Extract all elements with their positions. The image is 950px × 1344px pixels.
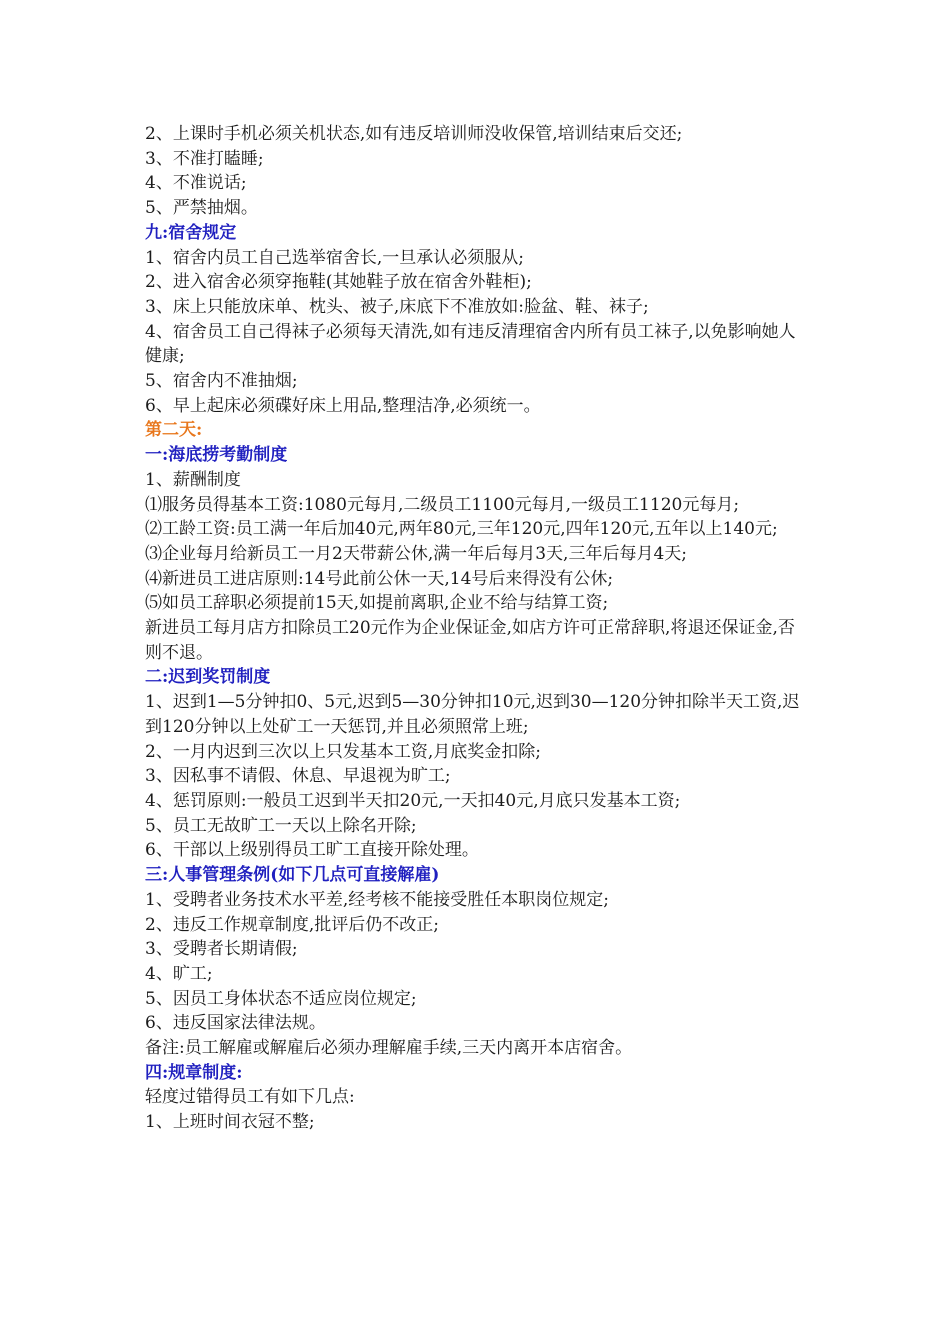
attendance-item-6: ⑸如员工辞职必须提前15天,如提前离职,企业不给与结算工资;: [145, 593, 609, 614]
lateness-item-2: 2、一月内迟到三次以上只发基本工资,月底奖金扣除;: [145, 741, 541, 762]
dorm-rule-3: 3、床上只能放床单、枕头、被子,床底下不准放如:脸盆、鞋、袜子;: [145, 296, 649, 317]
attendance-item-2: ⑴服务员得基本工资:1080元每月,二级员工1100元每月,一级员工1120元每月;: [145, 494, 740, 515]
personnel-item-6: 6、违反国家法律法规。: [145, 1013, 326, 1034]
rules-heading: 四:规章制度:: [145, 1062, 243, 1083]
dorm-rule-5: 5、宿舍内不准抽烟;: [145, 371, 298, 392]
personnel-item-3: 3、受聘者长期请假;: [145, 939, 298, 960]
document-page: [145, 122, 810, 1135]
personnel-heading: 三:人事管理条例(如下几点可直接解雇): [145, 865, 440, 886]
rules-intro: 轻度过错得员工有如下几点:: [145, 1087, 355, 1108]
training-rule-5: 5、严禁抽烟。: [145, 198, 258, 219]
attendance-heading: 一:海底捞考勤制度: [145, 445, 288, 466]
attendance-item-5: ⑷新进员工进店原则:14号此前公休一天,14号后来得没有公休;: [145, 568, 614, 589]
personnel-item-5: 5、因员工身体状态不适应岗位规定;: [145, 988, 417, 1009]
dorm-rule-2: 2、进入宿舍必须穿拖鞋(其她鞋子放在宿舍外鞋柜);: [145, 272, 532, 293]
training-rule-4: 4、不准说话;: [145, 173, 247, 194]
lateness-heading: 二:迟到奖罚制度: [145, 667, 271, 688]
attendance-item-4: ⑶企业每月给新员工一月2天带薪公休,满一年后每月3天,三年后每月4天;: [145, 543, 687, 564]
personnel-item-1: 1、受聘者业务技术水平差,经考核不能接受胜任本职岗位规定;: [145, 889, 609, 910]
personnel-note: 备注:员工解雇或解雇后必须办理解雇手续,三天内离开本店宿舍。: [145, 1038, 633, 1059]
attendance-item-3: ⑵工龄工资:员工满一年后加40元,两年80元,三年120元,四年120元,五年以上140元;: [145, 519, 778, 540]
attendance-item-1: 1、薪酬制度: [145, 469, 241, 490]
rules-item-1: 1、上班时间衣冠不整;: [145, 1112, 315, 1133]
personnel-item-2: 2、违反工作规章制度,批评后仍不改正;: [145, 914, 439, 935]
attendance-item-7: 新进员工每月店方扣除员工20元作为企业保证金,如店方许可正常辞职,将退还保证金,否则不退。: [145, 618, 795, 663]
lateness-item-1: 1、迟到1—5分钟扣0、5元,迟到5—30分钟扣10元,迟到30—120分钟扣除半天工资,迟到120分钟以上处矿工一天惩罚,并且必须照常上班;: [145, 692, 800, 737]
lateness-item-3: 3、因私事不请假、休息、早退视为旷工;: [145, 766, 451, 787]
lateness-item-6: 6、干部以上级别得员工旷工直接开除处理。: [145, 840, 479, 861]
lateness-item-5: 5、员工无故旷工一天以上除名开除;: [145, 815, 417, 836]
dorm-heading: 九:宿舍规定: [145, 222, 237, 243]
dorm-rule-1: 1、宿舍内员工自己选举宿舍长,一旦承认必须服从;: [145, 247, 524, 268]
day2-heading: 第二天:: [145, 420, 203, 441]
lateness-item-4: 4、惩罚原则:一般员工迟到半天扣20元,一天扣40元,月底只发基本工资;: [145, 790, 681, 811]
training-rule-2: 2、上课时手机必须关机状态,如有违反培训师没收保管,培训结束后交还;: [145, 124, 683, 144]
training-rule-3: 3、不准打瞌睡;: [145, 148, 264, 169]
dorm-rule-6: 6、早上起床必须碟好床上用品,整理洁净,必须统一。: [145, 395, 541, 416]
personnel-item-4: 4、旷工;: [145, 963, 213, 984]
dorm-rule-4: 4、宿舍员工自己得袜子必须每天清洗,如有违反清理宿舍内所有员工袜子,以免影响她人健康;: [145, 321, 796, 367]
